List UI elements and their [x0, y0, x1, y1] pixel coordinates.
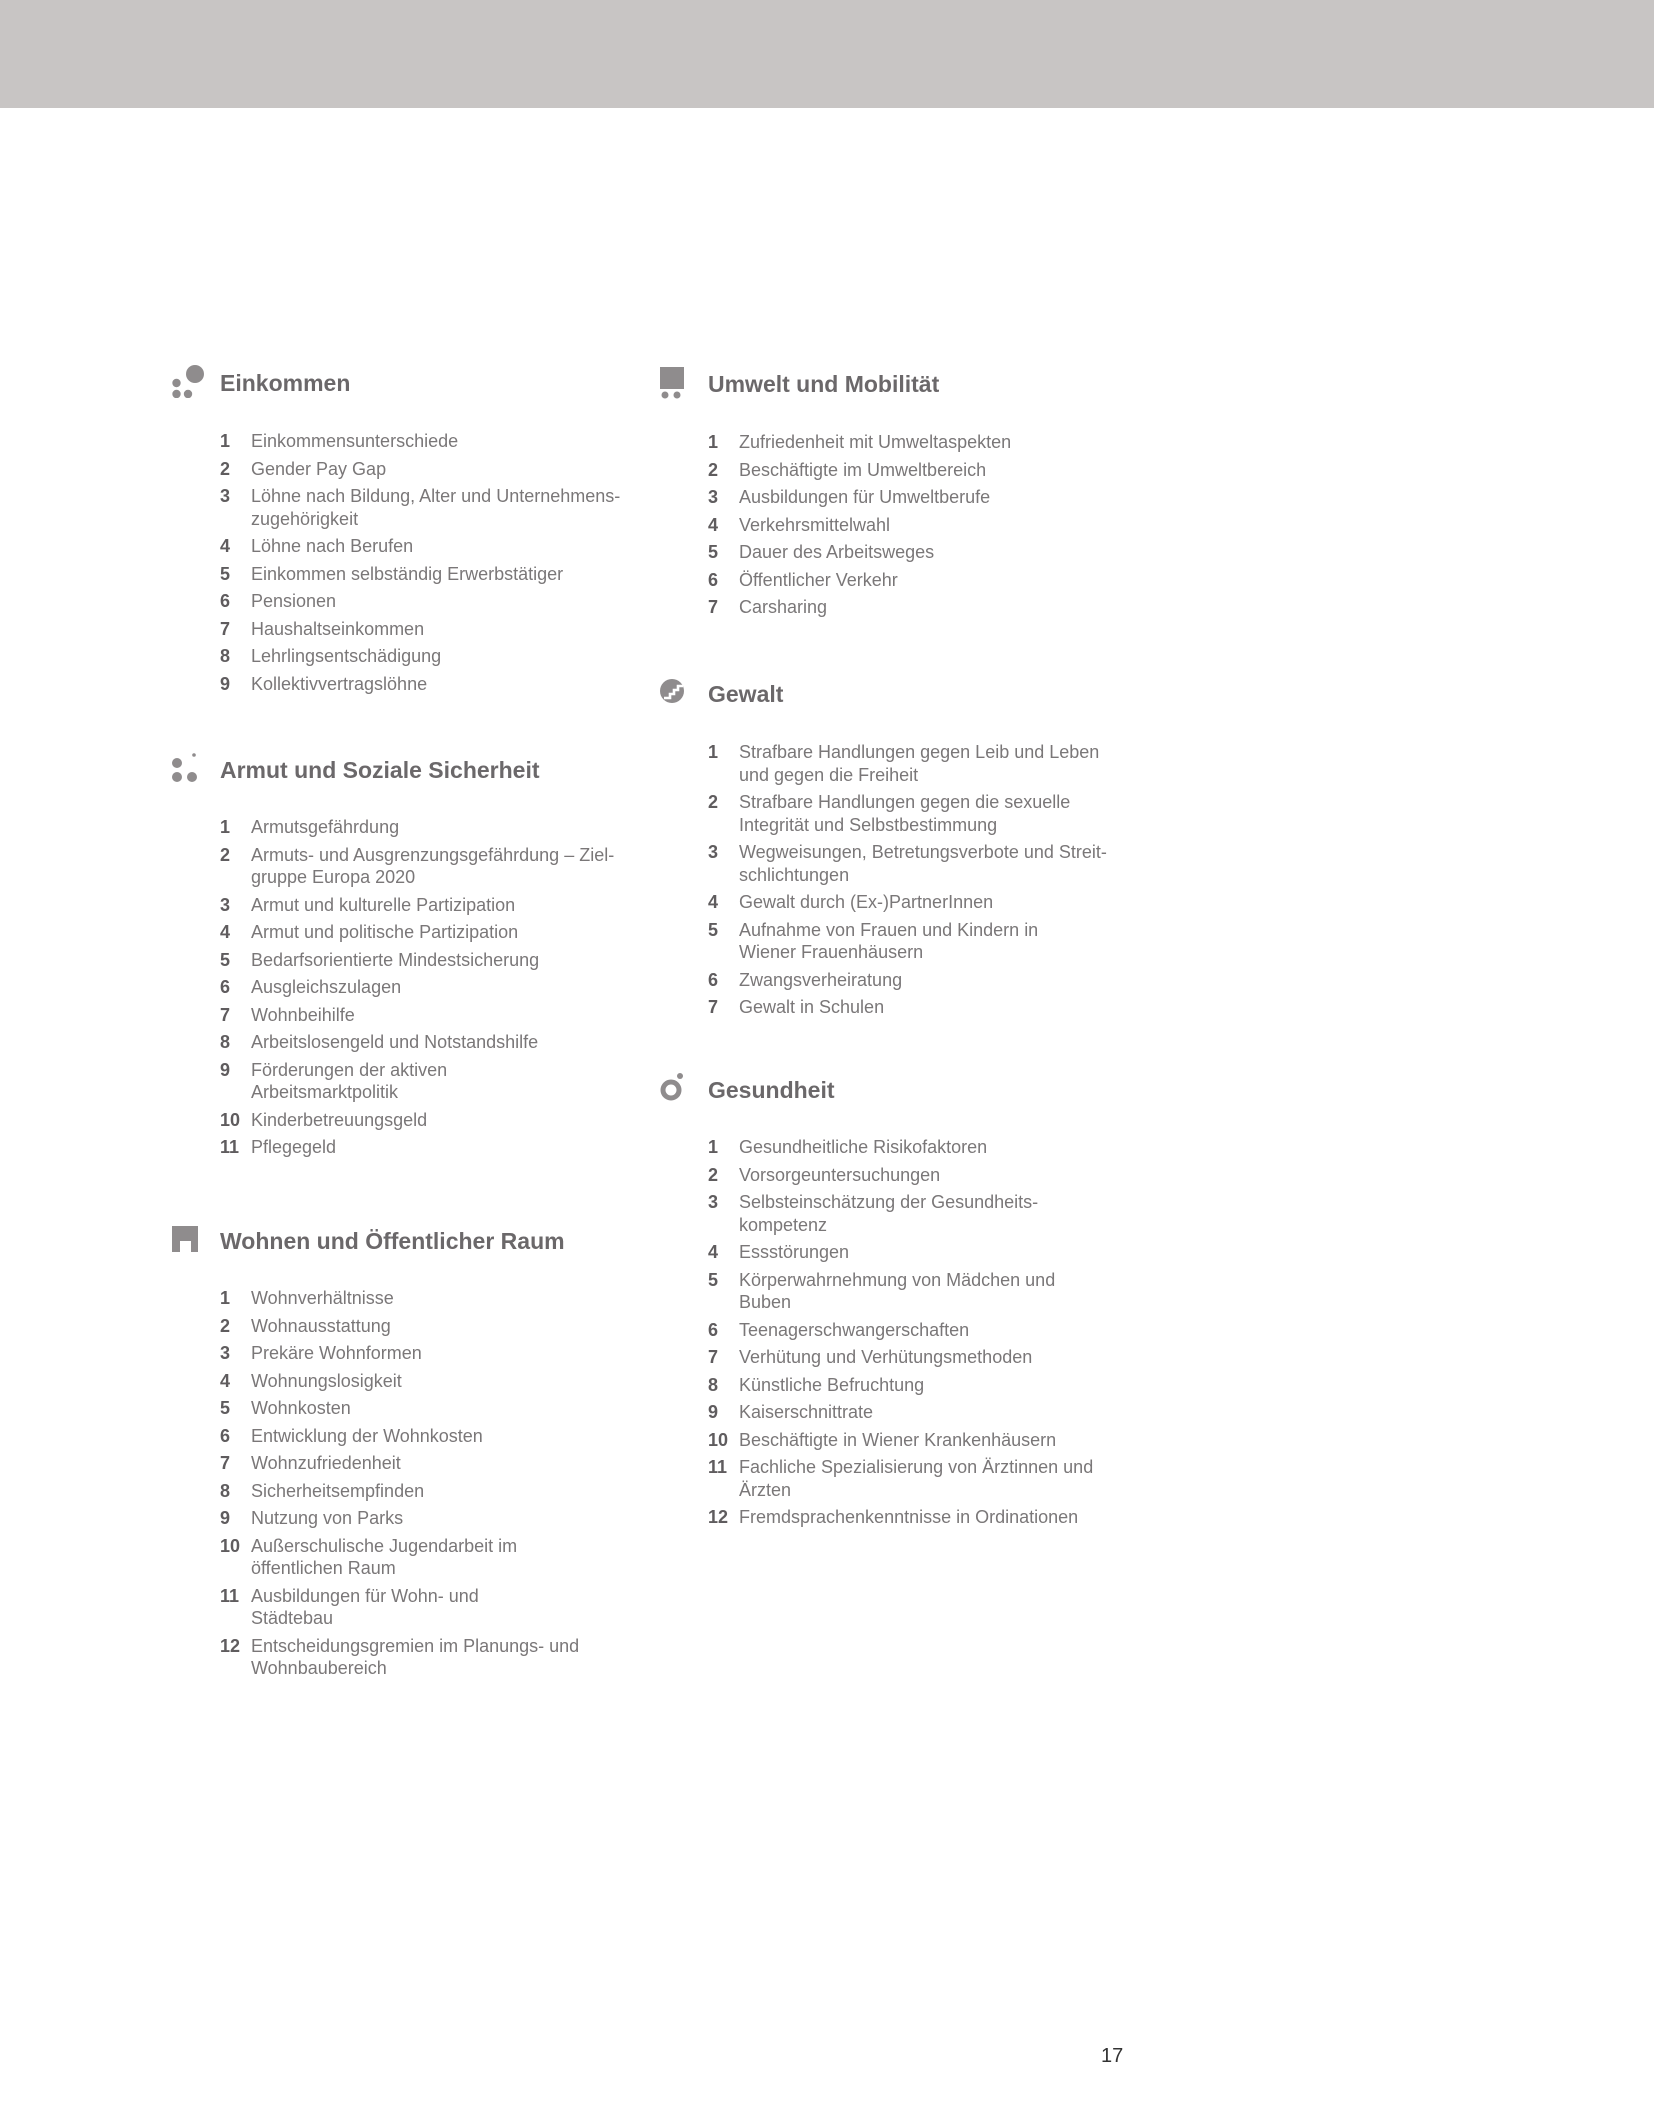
topic-item — [708, 1346, 1093, 1369]
topic-label: Pflegegeld — [251, 1137, 337, 1157]
topic-number: 8 — [708, 1374, 719, 1395]
section-gesundheit — [660, 1071, 1140, 1527]
topic-list — [220, 1287, 579, 1685]
topic-label: Essstörungen — [739, 1242, 850, 1262]
topic-item — [708, 596, 1011, 619]
topic-item — [708, 1401, 1093, 1424]
topic-label: Körperwahrnehmung von Mädchen und Buben — [739, 1269, 1056, 1312]
topic-item — [708, 1136, 1093, 1159]
topic-item — [708, 996, 1107, 1019]
topic-label: Selbsteinschätzung der Gesundheits- kompetenz — [739, 1192, 1039, 1235]
topic-number: 2 — [220, 1315, 231, 1336]
topic-item — [708, 541, 1011, 564]
house-icon — [172, 1222, 204, 1256]
topic-number: 4 — [220, 536, 231, 556]
topic-label: Gender Pay Gap — [251, 458, 387, 479]
topic-number: 2 — [220, 458, 231, 479]
topic-label: Wegweisungen, Betretungsverbote und Streit- schlichtungen — [739, 842, 1107, 885]
section-header — [172, 1222, 642, 1262]
section-umwelt — [660, 365, 1140, 617]
topic-label: Vorsorgeuntersuchungen — [739, 1164, 941, 1185]
topic-item — [708, 1506, 1093, 1529]
topic-label: Förderungen der aktiven Arbeitsmarktpolitik — [251, 1059, 448, 1102]
topic-label: Außerschulische Jugendarbeit im öffentlichen Raum — [251, 1535, 518, 1578]
topic-label: Arbeitslosengeld und Notstandshilfe — [251, 1032, 539, 1052]
section-armut — [172, 751, 642, 1157]
topic-list — [708, 431, 1011, 624]
topic-item — [220, 1370, 579, 1393]
topic-item — [708, 1164, 1093, 1187]
topic-label: Entwicklung der Wohnkosten — [251, 1425, 483, 1446]
topic-number: 7 — [220, 1004, 231, 1025]
topic-label: Fremdsprachenkenntnisse in Ordinationen — [739, 1507, 1079, 1527]
topic-item — [220, 590, 620, 613]
topic-number: 8 — [220, 1032, 231, 1052]
topic-item — [220, 1136, 614, 1159]
topic-label: Sicherheitsempfinden — [251, 1480, 425, 1501]
topic-label: Carsharing — [739, 597, 828, 617]
topic-item — [708, 1241, 1093, 1264]
topic-item — [708, 1191, 1093, 1236]
topic-item — [220, 921, 614, 944]
page-number: 17 — [1101, 2045, 1124, 2067]
topic-label: Kollektivvertragslöhne — [251, 673, 428, 694]
topic-label: Ausbildungen für Wohn- und Städtebau — [251, 1585, 479, 1628]
topic-label: Gewalt durch (Ex-)PartnerInnen — [739, 892, 994, 912]
section-header — [660, 365, 1140, 405]
topic-label: Entscheidungsgremien im Planungs- und Wohnbaubereich — [251, 1635, 580, 1678]
topic-number: 1 — [708, 1137, 719, 1157]
topic-list — [220, 816, 614, 1164]
topic-item — [220, 976, 614, 999]
topic-item — [220, 1059, 614, 1104]
section-title: Gewalt — [708, 681, 784, 707]
topic-label: Gewalt in Schulen — [739, 997, 885, 1017]
topic-label: Öffentlicher Verkehr — [739, 569, 898, 590]
topic-number: 7 — [220, 618, 231, 639]
topic-number: 9 — [708, 1402, 719, 1422]
topic-item — [220, 949, 614, 972]
topic-number: 10 — [220, 1535, 241, 1556]
topic-item — [220, 816, 614, 839]
topic-item — [220, 485, 620, 530]
topic-number: 9 — [220, 673, 231, 694]
topic-label: Verhütung und Verhütungsmethoden — [739, 1347, 1033, 1367]
topic-label: Armut und kulturelle Partizipation — [251, 894, 516, 915]
topic-number: 9 — [220, 1059, 231, 1080]
topic-item — [708, 459, 1011, 482]
topic-label: Einkommensunterschiede — [251, 431, 459, 451]
topic-item — [708, 514, 1011, 537]
section-header — [660, 1071, 1140, 1111]
topic-item — [708, 431, 1011, 454]
topic-list — [708, 741, 1107, 1024]
topic-item — [708, 1269, 1093, 1314]
topic-number: 7 — [708, 597, 719, 617]
topic-item — [220, 1480, 579, 1503]
topic-label: Kinderbetreuungsgeld — [251, 1109, 428, 1130]
topic-number: 1 — [220, 817, 231, 837]
topic-item — [708, 1456, 1093, 1501]
section-title: Umwelt und Mobilität — [708, 371, 940, 397]
cart-icon — [660, 365, 692, 399]
topic-number: 11 — [220, 1137, 240, 1157]
topic-label: Haushaltseinkommen — [251, 618, 425, 639]
topic-label: Ausbildungen für Umweltberufe — [739, 487, 991, 507]
topic-label: Fachliche Spezialisierung von Ärztinnen und Ärzten — [739, 1457, 1094, 1500]
topic-number: 5 — [708, 542, 719, 562]
topic-label: Gesundheitliche Risikofaktoren — [739, 1137, 988, 1157]
topic-label: Wohnverhältnisse — [251, 1288, 394, 1308]
topic-label: Wohnausstattung — [251, 1315, 391, 1336]
topic-number: 12 — [220, 1635, 241, 1656]
topic-item — [708, 1429, 1093, 1452]
section-header — [172, 364, 642, 404]
topic-item — [708, 841, 1107, 886]
topic-label: Löhne nach Bildung, Alter und Unternehmens- zugehörigkeit — [251, 486, 621, 529]
topic-item — [220, 535, 620, 558]
section-gewalt — [660, 675, 1140, 1017]
section-header — [660, 675, 1140, 715]
topic-number: 3 — [708, 1192, 719, 1212]
section-title: Einkommen — [220, 370, 351, 396]
topic-number: 5 — [708, 1269, 719, 1290]
topic-label: Armut und politische Partizipation — [251, 922, 519, 942]
topic-list — [708, 1136, 1093, 1534]
topic-item — [220, 430, 620, 453]
topic-number: 8 — [220, 646, 231, 666]
topic-list — [220, 430, 620, 700]
topic-number: 4 — [220, 922, 231, 942]
ring-dot-icon — [660, 1071, 692, 1105]
topic-label: Strafbare Handlungen gegen die sexuelle Integrität und Selbstbestimmung — [739, 792, 1071, 835]
topic-label: Pensionen — [251, 591, 337, 611]
topic-label: Wohnzufriedenheit — [251, 1453, 401, 1473]
topic-item — [220, 1425, 579, 1448]
topic-number: 2 — [220, 844, 231, 865]
topic-item — [708, 486, 1011, 509]
topic-number: 11 — [708, 1457, 728, 1477]
topic-item — [220, 618, 620, 641]
topic-number: 1 — [708, 432, 719, 452]
small-circles-icon — [172, 751, 204, 785]
topic-number: 4 — [220, 1370, 231, 1391]
topic-number: 3 — [220, 486, 231, 506]
topic-number: 5 — [220, 563, 231, 584]
topic-label: Wohnungslosigkeit — [251, 1370, 402, 1391]
topic-item — [708, 569, 1011, 592]
topic-label: Ausgleichszulagen — [251, 977, 402, 997]
section-title: Armut und Soziale Sicherheit — [220, 757, 540, 783]
topic-number: 9 — [220, 1508, 231, 1528]
topic-item — [220, 458, 620, 481]
topic-item — [220, 844, 614, 889]
topic-number: 6 — [708, 969, 719, 990]
header-band — [0, 0, 1654, 108]
topic-label: Aufnahme von Frauen und Kindern in Wiener Frauenhäusern — [739, 919, 1039, 962]
topic-item — [220, 645, 620, 668]
topic-item — [220, 1585, 579, 1630]
topic-item — [708, 741, 1107, 786]
topic-number: 12 — [708, 1507, 729, 1527]
topic-item — [220, 1397, 579, 1420]
topic-label: Verkehrsmittelwahl — [739, 514, 891, 535]
topic-item — [220, 1004, 614, 1027]
topic-number: 6 — [708, 1319, 719, 1340]
topic-number: 10 — [220, 1109, 241, 1130]
topic-number: 2 — [708, 459, 719, 480]
topic-number: 4 — [708, 514, 719, 535]
topic-item — [708, 1374, 1093, 1397]
topic-label: Armuts- und Ausgrenzungsgefährdung – Ziel- gruppe Europa 2020 — [251, 844, 615, 887]
topic-number: 6 — [220, 977, 231, 997]
section-header — [172, 751, 642, 791]
topic-item — [220, 1315, 579, 1338]
topic-label: Lehrlingsentschädigung — [251, 646, 442, 666]
topic-item — [220, 1109, 614, 1132]
topic-number: 6 — [220, 591, 231, 611]
topic-label: Wohnkosten — [251, 1398, 351, 1418]
topic-number: 1 — [220, 431, 231, 451]
circles-cluster-icon — [172, 364, 204, 398]
topic-number: 7 — [708, 997, 719, 1017]
topic-label: Armutsgefährdung — [251, 817, 400, 837]
topic-label: Beschäftigte im Umweltbereich — [739, 459, 987, 480]
topic-item — [220, 1635, 579, 1680]
topic-label: Wohnbeihilfe — [251, 1004, 355, 1025]
topic-label: Kaiserschnittrate — [739, 1402, 874, 1422]
topic-item — [220, 563, 620, 586]
section-title: Wohnen und Öffentlicher Raum — [220, 1228, 565, 1254]
topic-label: Künstliche Befruchtung — [739, 1374, 925, 1395]
topic-number: 5 — [220, 1398, 231, 1418]
topic-label: Löhne nach Berufen — [251, 536, 414, 556]
topic-label: Strafbare Handlungen gegen Leib und Leben und gegen die Freiheit — [739, 742, 1100, 785]
topic-number: 5 — [220, 949, 231, 970]
topic-label: Bedarfsorientierte Mindestsicherung — [251, 949, 540, 970]
topic-number: 8 — [220, 1480, 231, 1501]
topic-item — [220, 1342, 579, 1365]
topic-number: 1 — [708, 742, 719, 762]
topic-item — [708, 791, 1107, 836]
topic-item — [708, 1319, 1093, 1342]
topic-number: 4 — [708, 892, 719, 912]
topic-item — [708, 969, 1107, 992]
topic-number: 6 — [220, 1425, 231, 1446]
topic-number: 2 — [708, 792, 719, 812]
topic-label: Einkommen selbständig Erwerbstätiger — [251, 563, 564, 584]
topic-number: 5 — [708, 919, 719, 940]
topic-number: 4 — [708, 1242, 719, 1262]
topic-number: 1 — [220, 1288, 231, 1308]
topic-number: 3 — [220, 894, 231, 915]
topic-number: 3 — [708, 842, 719, 862]
section-title: Gesundheit — [708, 1077, 835, 1103]
topic-number: 3 — [220, 1343, 231, 1363]
topic-number: 3 — [708, 487, 719, 507]
topic-number: 6 — [708, 569, 719, 590]
topic-item — [220, 1507, 579, 1530]
topic-number: 7 — [220, 1453, 231, 1473]
section-wohnen — [172, 1222, 642, 1678]
topic-number: 11 — [220, 1585, 240, 1606]
topic-label: Dauer des Arbeitsweges — [739, 542, 935, 562]
topic-number: 2 — [708, 1164, 719, 1185]
topic-item — [220, 673, 620, 696]
topic-item — [220, 1031, 614, 1054]
topic-label: Zufriedenheit mit Umweltaspekten — [739, 432, 1012, 452]
topic-item — [220, 1535, 579, 1580]
topic-number: 10 — [708, 1429, 729, 1450]
topic-label: Prekäre Wohnformen — [251, 1343, 422, 1363]
stairs-circle-icon — [660, 675, 692, 709]
topic-label: Nutzung von Parks — [251, 1508, 404, 1528]
topic-item — [220, 1287, 579, 1310]
topic-label: Beschäftigte in Wiener Krankenhäusern — [739, 1429, 1057, 1450]
section-einkommen — [172, 364, 642, 694]
topic-number: 7 — [708, 1347, 719, 1367]
topic-label: Zwangsverheiratung — [739, 969, 903, 990]
topic-item — [220, 894, 614, 917]
topic-item — [708, 891, 1107, 914]
topic-label: Teenagerschwangerschaften — [739, 1319, 970, 1340]
topic-item — [220, 1452, 579, 1475]
topic-item — [708, 919, 1107, 964]
